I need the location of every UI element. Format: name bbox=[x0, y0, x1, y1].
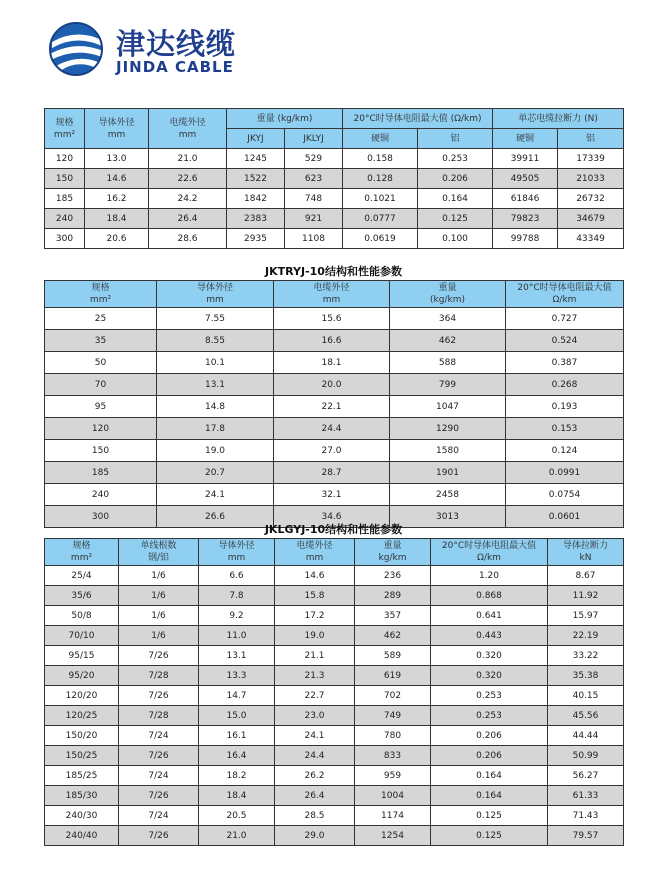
table-cell: 833 bbox=[355, 746, 431, 766]
table-row bbox=[45, 229, 624, 249]
table-cell: 7.55 bbox=[157, 308, 274, 330]
table-cell: 26.6 bbox=[157, 506, 274, 528]
table-row bbox=[45, 189, 624, 209]
table-cell: 748 bbox=[285, 189, 343, 209]
table-cell: 20.0 bbox=[274, 374, 390, 396]
table-row bbox=[45, 586, 624, 606]
table-cell: 29.0 bbox=[275, 826, 355, 846]
table-cell: 1174 bbox=[355, 806, 431, 826]
table-cell: 0.164 bbox=[431, 786, 548, 806]
table-cell: 40.15 bbox=[548, 686, 624, 706]
table-cell: 6.6 bbox=[199, 566, 275, 586]
subheader-hard-copper: 硬铜 bbox=[493, 129, 558, 149]
column-header: 导体拉断力 kN bbox=[548, 539, 624, 566]
table-cell: 7/28 bbox=[119, 706, 199, 726]
table-cell: 26.2 bbox=[275, 766, 355, 786]
table-cell: 50 bbox=[45, 352, 157, 374]
table-cell: 27.0 bbox=[274, 440, 390, 462]
table-cell: 35/6 bbox=[45, 586, 119, 606]
table-cell: 150 bbox=[45, 169, 85, 189]
table-cell: 1/6 bbox=[119, 606, 199, 626]
table-cell: 43349 bbox=[558, 229, 624, 249]
table-cell: 1842 bbox=[227, 189, 285, 209]
jktryj-table-title: JKTRYJ-10结构和性能参数 bbox=[265, 265, 402, 278]
header-conductor-diameter: 导体外径 mm bbox=[85, 109, 149, 149]
table-cell: 23.0 bbox=[275, 706, 355, 726]
table-cell: 150/25 bbox=[45, 746, 119, 766]
table-row bbox=[45, 440, 624, 462]
table-row bbox=[45, 626, 624, 646]
table-cell: 18.4 bbox=[85, 209, 149, 229]
table-cell: 15.0 bbox=[199, 706, 275, 726]
table-cell: 25/4 bbox=[45, 566, 119, 586]
table-cell: 0.268 bbox=[506, 374, 624, 396]
table-cell: 70 bbox=[45, 374, 157, 396]
column-header: 导体外径 mm bbox=[157, 281, 274, 308]
table-row bbox=[45, 149, 624, 169]
table-cell: 1004 bbox=[355, 786, 431, 806]
table-cell: 22.1 bbox=[274, 396, 390, 418]
table-cell: 19.0 bbox=[275, 626, 355, 646]
table-cell: 28.7 bbox=[274, 462, 390, 484]
subheader-hard-copper: 硬铜 bbox=[343, 129, 418, 149]
table-cell: 300 bbox=[45, 506, 157, 528]
table-cell: 95 bbox=[45, 396, 157, 418]
table-cell: 529 bbox=[285, 149, 343, 169]
table-row bbox=[45, 806, 624, 826]
table-cell: 240/30 bbox=[45, 806, 119, 826]
table-cell: 0.868 bbox=[431, 586, 548, 606]
table-cell: 11.92 bbox=[548, 586, 624, 606]
table-cell: 20.6 bbox=[85, 229, 149, 249]
table-cell: 780 bbox=[355, 726, 431, 746]
table-cell: 34.6 bbox=[274, 506, 390, 528]
table-cell: 95/15 bbox=[45, 646, 119, 666]
company-logo bbox=[46, 20, 236, 80]
table-cell: 28.5 bbox=[275, 806, 355, 826]
column-header: 重量 (kg/km) bbox=[390, 281, 506, 308]
table-cell: 10.1 bbox=[157, 352, 274, 374]
table-cell: 588 bbox=[390, 352, 506, 374]
table-cell: 289 bbox=[355, 586, 431, 606]
table-cell: 1290 bbox=[390, 418, 506, 440]
table-cell: 24.2 bbox=[149, 189, 227, 209]
subheader-jkyj: JKYJ bbox=[227, 129, 285, 149]
table-cell: 50/8 bbox=[45, 606, 119, 626]
table-cell: 0.193 bbox=[506, 396, 624, 418]
table-cell: 24.1 bbox=[157, 484, 274, 506]
table-cell: 7/28 bbox=[119, 666, 199, 686]
table-cell: 120/20 bbox=[45, 686, 119, 706]
table-cell: 0.128 bbox=[343, 169, 418, 189]
table-cell: 24.4 bbox=[275, 746, 355, 766]
table-row bbox=[45, 169, 624, 189]
table-cell: 15.6 bbox=[274, 308, 390, 330]
table-cell: 0.164 bbox=[418, 189, 493, 209]
table-cell: 1901 bbox=[390, 462, 506, 484]
table-cell: 18.4 bbox=[199, 786, 275, 806]
jktryj-parameters-table bbox=[44, 280, 624, 528]
table-cell: 0.0777 bbox=[343, 209, 418, 229]
table-cell: 300 bbox=[45, 229, 85, 249]
table-row bbox=[45, 706, 624, 726]
table-cell: 22.6 bbox=[149, 169, 227, 189]
table-cell: 14.7 bbox=[199, 686, 275, 706]
table-row bbox=[45, 209, 624, 229]
table-row bbox=[45, 396, 624, 418]
table-cell: 1522 bbox=[227, 169, 285, 189]
logo-english-name: JINDA CABLE bbox=[116, 58, 234, 76]
table-cell: 364 bbox=[390, 308, 506, 330]
table-cell: 0.158 bbox=[343, 149, 418, 169]
table-cell: 0.443 bbox=[431, 626, 548, 646]
table-cell: 39911 bbox=[493, 149, 558, 169]
table-row bbox=[45, 484, 624, 506]
table-cell: 24.1 bbox=[275, 726, 355, 746]
table-cell: 79823 bbox=[493, 209, 558, 229]
table-cell: 0.727 bbox=[506, 308, 624, 330]
table-cell: 15.97 bbox=[548, 606, 624, 626]
table-cell: 0.206 bbox=[431, 746, 548, 766]
table-cell: 20.5 bbox=[199, 806, 275, 826]
table-cell: 25 bbox=[45, 308, 157, 330]
table-cell: 17339 bbox=[558, 149, 624, 169]
table-cell: 11.0 bbox=[199, 626, 275, 646]
table-cell: 749 bbox=[355, 706, 431, 726]
column-header: 规格 mm² bbox=[45, 281, 157, 308]
table-cell: 7/26 bbox=[119, 826, 199, 846]
table-cell: 49505 bbox=[493, 169, 558, 189]
table-cell: 18.2 bbox=[199, 766, 275, 786]
table-cell: 462 bbox=[355, 626, 431, 646]
table-cell: 959 bbox=[355, 766, 431, 786]
table-cell: 33.22 bbox=[548, 646, 624, 666]
table-cell: 1108 bbox=[285, 229, 343, 249]
table-row bbox=[45, 686, 624, 706]
table-cell: 19.0 bbox=[157, 440, 274, 462]
table-cell: 1.20 bbox=[431, 566, 548, 586]
column-header: 导体外径 mm bbox=[199, 539, 275, 566]
table-cell: 22.7 bbox=[275, 686, 355, 706]
table-cell: 240/40 bbox=[45, 826, 119, 846]
table-cell: 24.4 bbox=[274, 418, 390, 440]
table-cell: 7/26 bbox=[119, 746, 199, 766]
table-cell: 0.124 bbox=[506, 440, 624, 462]
column-header: 电缆外径 mm bbox=[275, 539, 355, 566]
table-cell: 7/24 bbox=[119, 766, 199, 786]
table-cell: 1245 bbox=[227, 149, 285, 169]
table-cell: 35.38 bbox=[548, 666, 624, 686]
table-cell: 13.1 bbox=[199, 646, 275, 666]
table-cell: 240 bbox=[45, 484, 157, 506]
table-cell: 150/20 bbox=[45, 726, 119, 746]
table-cell: 0.164 bbox=[431, 766, 548, 786]
table-cell: 0.320 bbox=[431, 666, 548, 686]
table-cell: 35 bbox=[45, 330, 157, 352]
table-cell: 16.2 bbox=[85, 189, 149, 209]
table-cell: 1047 bbox=[390, 396, 506, 418]
table-cell: 13.1 bbox=[157, 374, 274, 396]
table-cell: 1/6 bbox=[119, 586, 199, 606]
table-cell: 150 bbox=[45, 440, 157, 462]
table-cell: 18.1 bbox=[274, 352, 390, 374]
table-cell: 0.153 bbox=[506, 418, 624, 440]
table-cell: 921 bbox=[285, 209, 343, 229]
column-header: 单线根数 钢/铝 bbox=[119, 539, 199, 566]
table-cell: 95/20 bbox=[45, 666, 119, 686]
table-cell: 26732 bbox=[558, 189, 624, 209]
table-cell: 21.1 bbox=[275, 646, 355, 666]
table-row bbox=[45, 746, 624, 766]
table-cell: 14.8 bbox=[157, 396, 274, 418]
table-cell: 120 bbox=[45, 149, 85, 169]
header-spec: 规格 mm² bbox=[45, 109, 85, 149]
table-cell: 16.1 bbox=[199, 726, 275, 746]
globe-logo-icon bbox=[46, 20, 106, 78]
table-cell: 14.6 bbox=[275, 566, 355, 586]
table-cell: 70/10 bbox=[45, 626, 119, 646]
column-header: 20°C时导体电阻最大值 Ω/km bbox=[431, 539, 548, 566]
table-cell: 623 bbox=[285, 169, 343, 189]
table-cell: 21033 bbox=[558, 169, 624, 189]
table-cell: 9.2 bbox=[199, 606, 275, 626]
table-cell: 61846 bbox=[493, 189, 558, 209]
table-cell: 619 bbox=[355, 666, 431, 686]
table-cell: 21.0 bbox=[149, 149, 227, 169]
table-cell: 16.4 bbox=[199, 746, 275, 766]
table-cell: 13.3 bbox=[199, 666, 275, 686]
table-cell: 7/24 bbox=[119, 726, 199, 746]
table-cell: 13.0 bbox=[85, 149, 149, 169]
table-row bbox=[45, 352, 624, 374]
table-cell: 8.55 bbox=[157, 330, 274, 352]
table-row bbox=[45, 726, 624, 746]
table-cell: 50.99 bbox=[548, 746, 624, 766]
table-cell: 22.19 bbox=[548, 626, 624, 646]
table-cell: 26.4 bbox=[275, 786, 355, 806]
table-cell: 702 bbox=[355, 686, 431, 706]
table-cell: 7/24 bbox=[119, 806, 199, 826]
table-cell: 1/6 bbox=[119, 566, 199, 586]
column-header: 重量 kg/km bbox=[355, 539, 431, 566]
table-cell: 2458 bbox=[390, 484, 506, 506]
table-cell: 0.253 bbox=[431, 706, 548, 726]
table-cell: 357 bbox=[355, 606, 431, 626]
table-row bbox=[45, 606, 624, 626]
table-cell: 0.206 bbox=[431, 726, 548, 746]
table-row bbox=[45, 308, 624, 330]
table-cell: 20.7 bbox=[157, 462, 274, 484]
table-cell: 71.43 bbox=[548, 806, 624, 826]
jklgyj-parameters-table bbox=[44, 538, 624, 846]
table-cell: 21.3 bbox=[275, 666, 355, 686]
table-cell: 7/26 bbox=[119, 686, 199, 706]
table-cell: 2935 bbox=[227, 229, 285, 249]
table-row bbox=[45, 786, 624, 806]
table-cell: 17.2 bbox=[275, 606, 355, 626]
table-cell: 14.6 bbox=[85, 169, 149, 189]
table-cell: 1/6 bbox=[119, 626, 199, 646]
table-cell: 0.125 bbox=[418, 209, 493, 229]
table-cell: 56.27 bbox=[548, 766, 624, 786]
table-cell: 79.57 bbox=[548, 826, 624, 846]
table-cell: 8.67 bbox=[548, 566, 624, 586]
table-cell: 99788 bbox=[493, 229, 558, 249]
logo-chinese-name: 津达线缆 bbox=[116, 27, 237, 61]
table-cell: 28.6 bbox=[149, 229, 227, 249]
header-cable-diameter: 电缆外径 mm bbox=[149, 109, 227, 149]
table-cell: 0.320 bbox=[431, 646, 548, 666]
table-row bbox=[45, 418, 624, 440]
table-cell: 0.0619 bbox=[343, 229, 418, 249]
subheader-aluminum: 铝 bbox=[558, 129, 624, 149]
jkyj-parameters-table bbox=[44, 108, 624, 249]
table-cell: 17.8 bbox=[157, 418, 274, 440]
table-cell: 0.100 bbox=[418, 229, 493, 249]
table-cell: 3013 bbox=[390, 506, 506, 528]
column-header: 20°C时导体电阻最大值 Ω/km bbox=[506, 281, 624, 308]
table-cell: 0.524 bbox=[506, 330, 624, 352]
table-cell: 799 bbox=[390, 374, 506, 396]
table-cell: 120/25 bbox=[45, 706, 119, 726]
table-cell: 32.1 bbox=[274, 484, 390, 506]
table-cell: 0.206 bbox=[418, 169, 493, 189]
table-row bbox=[45, 566, 624, 586]
table-cell: 15.8 bbox=[275, 586, 355, 606]
column-header: 规格 mm² bbox=[45, 539, 119, 566]
table-cell: 0.125 bbox=[431, 806, 548, 826]
table-cell: 7/26 bbox=[119, 786, 199, 806]
table-cell: 120 bbox=[45, 418, 157, 440]
jklgyj-table-title: JKLGYJ-10结构和性能参数 bbox=[264, 523, 403, 536]
table-cell: 16.6 bbox=[274, 330, 390, 352]
table-cell: 185/30 bbox=[45, 786, 119, 806]
table-cell: 236 bbox=[355, 566, 431, 586]
table-cell: 7.8 bbox=[199, 586, 275, 606]
table-cell: 21.0 bbox=[199, 826, 275, 846]
column-header: 电缆外径 mm bbox=[274, 281, 390, 308]
table-cell: 44.44 bbox=[548, 726, 624, 746]
table-row bbox=[45, 374, 624, 396]
table-cell: 34679 bbox=[558, 209, 624, 229]
subheader-jklyj: JKLYJ bbox=[285, 129, 343, 149]
table-cell: 0.125 bbox=[431, 826, 548, 846]
table-row bbox=[45, 826, 624, 846]
table-cell: 0.253 bbox=[431, 686, 548, 706]
table-cell: 0.1021 bbox=[343, 189, 418, 209]
table-cell: 0.253 bbox=[418, 149, 493, 169]
table-cell: 0.0601 bbox=[506, 506, 624, 528]
table-cell: 2383 bbox=[227, 209, 285, 229]
table-cell: 7/26 bbox=[119, 646, 199, 666]
table-row bbox=[45, 666, 624, 686]
table-row bbox=[45, 646, 624, 666]
table-cell: 45.56 bbox=[548, 706, 624, 726]
table-cell: 240 bbox=[45, 209, 85, 229]
header-weight: 重量 (kg/km) bbox=[227, 109, 343, 129]
table-cell: 0.641 bbox=[431, 606, 548, 626]
table-cell: 185/25 bbox=[45, 766, 119, 786]
table-row bbox=[45, 462, 624, 484]
table-cell: 26.4 bbox=[149, 209, 227, 229]
subheader-aluminum: 铝 bbox=[418, 129, 493, 149]
table-cell: 61.33 bbox=[548, 786, 624, 806]
table-cell: 1580 bbox=[390, 440, 506, 462]
table-cell: 185 bbox=[45, 462, 157, 484]
header-resistance: 20°C时导体电阻最大值 (Ω/km) bbox=[343, 109, 493, 129]
table-cell: 185 bbox=[45, 189, 85, 209]
table-cell: 589 bbox=[355, 646, 431, 666]
table-cell: 0.0991 bbox=[506, 462, 624, 484]
table-cell: 1254 bbox=[355, 826, 431, 846]
table-row bbox=[45, 766, 624, 786]
table-cell: 0.387 bbox=[506, 352, 624, 374]
header-tensile-force: 单芯电缆拉断力 (N) bbox=[493, 109, 624, 129]
table-cell: 462 bbox=[390, 330, 506, 352]
table-row bbox=[45, 330, 624, 352]
table-cell: 0.0754 bbox=[506, 484, 624, 506]
